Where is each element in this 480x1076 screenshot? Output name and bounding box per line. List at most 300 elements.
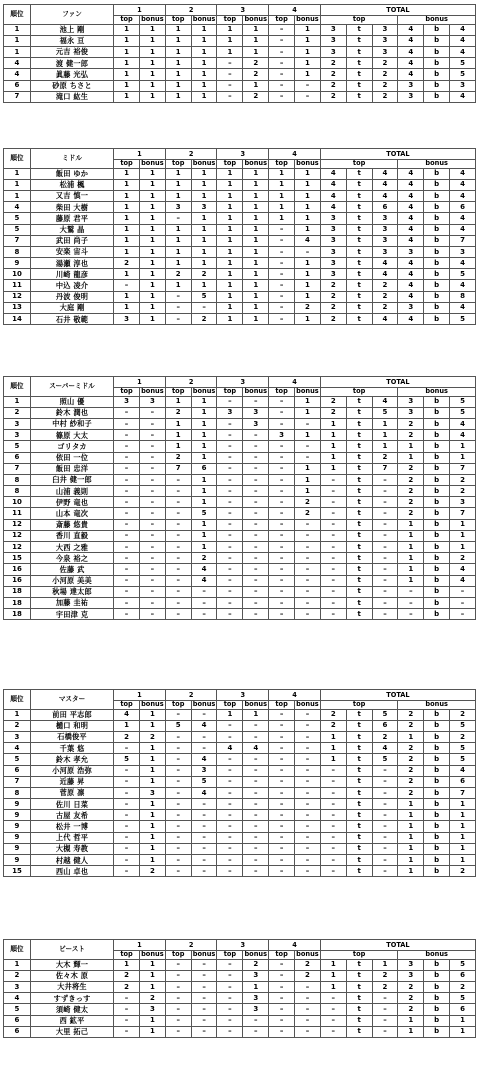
- score-cell: –: [217, 430, 243, 441]
- score-cell: –: [217, 754, 243, 765]
- total-cell: 3: [320, 35, 346, 46]
- total-cell: 1: [398, 452, 424, 463]
- score-cell: –: [269, 586, 295, 597]
- name-cell: 武田 尚子: [30, 235, 113, 246]
- score-cell: –: [269, 91, 295, 102]
- top-header: top: [217, 15, 243, 24]
- score-cell: –: [269, 269, 295, 280]
- total-cell: –: [320, 586, 346, 597]
- score-cell: 2: [295, 970, 321, 981]
- score-cell: –: [269, 35, 295, 46]
- top-header: top: [217, 950, 243, 959]
- total-cell: 4: [450, 564, 476, 575]
- total-cell: b: [424, 993, 450, 1004]
- score-cell: 1: [243, 235, 269, 246]
- total-cell: b: [424, 235, 450, 246]
- total-cell: 4: [450, 190, 476, 201]
- rank-cell: 1: [4, 24, 31, 35]
- total-cell: t: [346, 709, 372, 720]
- total-cell: 1: [372, 430, 398, 441]
- score-cell: –: [269, 810, 295, 821]
- total-cell: 4: [450, 302, 476, 313]
- total-cell: 1: [450, 530, 476, 541]
- name-cell: 小河原 美美: [30, 575, 113, 586]
- score-cell: –: [165, 799, 191, 810]
- score-cell: –: [139, 519, 165, 530]
- name-cell: 元吉 裕俊: [30, 46, 113, 57]
- score-cell: –: [165, 843, 191, 854]
- score-cell: 4: [243, 743, 269, 754]
- score-cell: –: [269, 235, 295, 246]
- total-cell: 1: [320, 754, 346, 765]
- total-cell: 2: [398, 508, 424, 519]
- total-cell: 4: [450, 24, 476, 35]
- score-cell: –: [243, 430, 269, 441]
- rank-cell: 9: [4, 843, 31, 854]
- score-cell: 3: [269, 430, 295, 441]
- rank-cell: 1: [4, 168, 31, 179]
- total-cell: –: [372, 1026, 398, 1037]
- score-cell: –: [114, 810, 140, 821]
- table-row: [4, 246, 476, 257]
- score-cell: –: [269, 497, 295, 508]
- total-cell: 5: [372, 754, 398, 765]
- score-cell: –: [295, 80, 321, 91]
- total-cell: 2: [372, 291, 398, 302]
- score-cell: –: [191, 866, 217, 877]
- score-cell: –: [165, 291, 191, 302]
- rank-cell: 5: [4, 224, 31, 235]
- total-cell: 2: [398, 418, 424, 429]
- score-cell: 1: [114, 246, 140, 257]
- score-cell: 1: [191, 280, 217, 291]
- score-cell: –: [269, 564, 295, 575]
- name-cell: 伊野 竜也: [30, 497, 113, 508]
- round-header: 4: [269, 377, 321, 388]
- score-cell: 1: [295, 69, 321, 80]
- rank-cell: 18: [4, 586, 31, 597]
- round-header: 2: [165, 690, 217, 701]
- total-cell: 2: [398, 497, 424, 508]
- total-cell: t: [346, 430, 372, 441]
- total-cell: 1: [320, 441, 346, 452]
- total-cell: 4: [372, 190, 398, 201]
- total-cell: 2: [398, 765, 424, 776]
- total-cell: 4: [398, 58, 424, 69]
- total-cell: b: [424, 970, 450, 981]
- total-cell: t: [346, 314, 372, 325]
- score-cell: –: [269, 291, 295, 302]
- total-cell: 5: [450, 959, 476, 970]
- score-cell: 1: [139, 959, 165, 970]
- score-cell: –: [269, 776, 295, 787]
- table-row: [4, 832, 476, 843]
- table-row: [4, 959, 476, 970]
- score-cell: 1: [191, 168, 217, 179]
- score-cell: 2: [139, 993, 165, 1004]
- score-cell: –: [165, 564, 191, 575]
- top-header: top: [269, 950, 295, 959]
- score-cell: 2: [243, 58, 269, 69]
- score-cell: –: [295, 1004, 321, 1015]
- rank-cell: 1: [4, 709, 31, 720]
- rank-cell: 14: [4, 314, 31, 325]
- score-cell: –: [165, 959, 191, 970]
- rank-cell: 6: [4, 452, 31, 463]
- total-cell: 5: [372, 407, 398, 418]
- total-cell: b: [424, 743, 450, 754]
- score-cell: –: [217, 959, 243, 970]
- score-cell: –: [295, 843, 321, 854]
- total-cell: b: [424, 1026, 450, 1037]
- score-cell: –: [269, 743, 295, 754]
- category-table: [3, 4, 476, 103]
- score-cell: 1: [139, 258, 165, 269]
- rank-cell: 4: [4, 58, 31, 69]
- total-cell: –: [320, 993, 346, 1004]
- round-header: 1: [114, 377, 166, 388]
- name-cell: 飯田 ゆか: [30, 168, 113, 179]
- score-cell: 1: [295, 258, 321, 269]
- total-cell: b: [424, 291, 450, 302]
- total-cell: 1: [398, 843, 424, 854]
- total-cell: 3: [372, 35, 398, 46]
- score-cell: –: [295, 564, 321, 575]
- total-cell: 2: [398, 1004, 424, 1015]
- total-cell: t: [346, 519, 372, 530]
- score-cell: 1: [191, 542, 217, 553]
- table-row: [4, 575, 476, 586]
- score-cell: 1: [139, 246, 165, 257]
- table-row: [4, 314, 476, 325]
- total-cell: –: [372, 486, 398, 497]
- score-cell: –: [269, 993, 295, 1004]
- name-cell: 石橋俊平: [30, 731, 113, 742]
- table-row: [4, 586, 476, 597]
- score-cell: 1: [165, 69, 191, 80]
- score-cell: –: [114, 486, 140, 497]
- table-row: [4, 1004, 476, 1015]
- score-cell: –: [295, 981, 321, 992]
- table-row: [4, 799, 476, 810]
- total-cell: b: [424, 609, 450, 620]
- top-header: top: [165, 700, 191, 709]
- total-cell: 2: [450, 474, 476, 485]
- total-cell: t: [346, 597, 372, 608]
- score-cell: –: [295, 855, 321, 866]
- score-cell: –: [295, 1026, 321, 1037]
- total-cell: 3: [398, 959, 424, 970]
- total-cell: –: [372, 776, 398, 787]
- total-cell: b: [424, 508, 450, 519]
- total-header: TOTAL: [320, 377, 475, 388]
- total-cell: 3: [398, 91, 424, 102]
- score-cell: –: [243, 497, 269, 508]
- total-cell: 4: [398, 46, 424, 57]
- top-header: top: [114, 159, 140, 168]
- total-cell: 4: [450, 430, 476, 441]
- total-cell: 3: [450, 497, 476, 508]
- score-cell: –: [295, 709, 321, 720]
- table-row: [4, 553, 476, 564]
- total-cell: 2: [372, 91, 398, 102]
- total-cell: 4: [398, 269, 424, 280]
- rank-cell: 7: [4, 235, 31, 246]
- score-cell: 1: [295, 407, 321, 418]
- score-cell: –: [295, 91, 321, 102]
- total-cell: b: [424, 564, 450, 575]
- rank-header: 順位: [4, 149, 31, 169]
- score-cell: –: [243, 776, 269, 787]
- total-cell: 4: [450, 35, 476, 46]
- score-cell: –: [191, 1015, 217, 1026]
- score-cell: –: [217, 396, 243, 407]
- table-row: [4, 597, 476, 608]
- total-cell: b: [424, 269, 450, 280]
- score-cell: 1: [295, 24, 321, 35]
- score-cell: –: [165, 993, 191, 1004]
- score-cell: 1: [114, 269, 140, 280]
- total-cell: 2: [450, 981, 476, 992]
- total-cell: 1: [398, 519, 424, 530]
- score-cell: 1: [191, 452, 217, 463]
- score-cell: –: [139, 407, 165, 418]
- score-cell: –: [217, 474, 243, 485]
- name-cell: 中込 凌介: [30, 280, 113, 291]
- score-cell: –: [295, 776, 321, 787]
- total-cell: –: [372, 575, 398, 586]
- round-header: 2: [165, 377, 217, 388]
- name-cell: 村越 健人: [30, 855, 113, 866]
- rank-cell: 6: [4, 1015, 31, 1026]
- total-cell: t: [346, 743, 372, 754]
- table-row: [4, 743, 476, 754]
- table-row: [4, 787, 476, 798]
- total-cell: 4: [398, 213, 424, 224]
- score-cell: –: [295, 441, 321, 452]
- name-cell: 菅原 凛: [30, 787, 113, 798]
- category-table: [3, 689, 476, 877]
- score-cell: –: [114, 463, 140, 474]
- table-row: [4, 291, 476, 302]
- score-cell: –: [217, 441, 243, 452]
- total-cell: b: [424, 855, 450, 866]
- score-cell: 1: [269, 213, 295, 224]
- total-cell: t: [346, 497, 372, 508]
- score-cell: –: [114, 519, 140, 530]
- score-cell: –: [165, 1015, 191, 1026]
- score-cell: –: [217, 609, 243, 620]
- score-cell: –: [217, 731, 243, 742]
- name-cell: 山浦 義則: [30, 486, 113, 497]
- total-cell: 5: [450, 58, 476, 69]
- score-cell: –: [165, 474, 191, 485]
- total-cell: –: [320, 1004, 346, 1015]
- round-header: 2: [165, 940, 217, 951]
- score-cell: 4: [191, 787, 217, 798]
- name-cell: 樋口 和明: [30, 720, 113, 731]
- bonus-header: bonus: [141, 700, 164, 709]
- total-cell: t: [346, 58, 372, 69]
- score-cell: –: [295, 821, 321, 832]
- score-cell: –: [191, 810, 217, 821]
- score-cell: 1: [114, 91, 140, 102]
- name-cell: 依田 一位: [30, 452, 113, 463]
- total-cell: 4: [398, 314, 424, 325]
- score-cell: 1: [139, 24, 165, 35]
- score-cell: –: [295, 810, 321, 821]
- score-cell: 1: [191, 258, 217, 269]
- score-cell: –: [165, 597, 191, 608]
- score-cell: –: [114, 497, 140, 508]
- score-cell: 1: [114, 190, 140, 201]
- table-row: [4, 302, 476, 313]
- total-cell: b: [424, 832, 450, 843]
- total-cell: –: [450, 597, 476, 608]
- score-cell: 2: [191, 314, 217, 325]
- score-cell: 1: [139, 35, 165, 46]
- score-cell: –: [114, 832, 140, 843]
- score-cell: –: [243, 787, 269, 798]
- score-cell: –: [217, 486, 243, 497]
- round-header: 3: [217, 149, 269, 160]
- score-cell: 1: [217, 235, 243, 246]
- total-cell: –: [320, 553, 346, 564]
- round-header: 3: [217, 377, 269, 388]
- score-cell: –: [165, 530, 191, 541]
- score-cell: –: [191, 302, 217, 313]
- score-cell: 1: [139, 314, 165, 325]
- score-cell: –: [217, 418, 243, 429]
- total-cell: t: [346, 866, 372, 877]
- total-cell: 3: [320, 46, 346, 57]
- total-cell: 1: [320, 430, 346, 441]
- rank-cell: 9: [4, 810, 31, 821]
- score-cell: 1: [139, 46, 165, 57]
- rank-cell: 11: [4, 280, 31, 291]
- score-cell: –: [217, 586, 243, 597]
- score-cell: –: [243, 754, 269, 765]
- score-cell: 1: [295, 58, 321, 69]
- total-cell: b: [424, 486, 450, 497]
- name-cell: 前田 平志郎: [30, 709, 113, 720]
- rank-cell: 7: [4, 463, 31, 474]
- score-cell: 1: [114, 959, 140, 970]
- total-cell: t: [346, 69, 372, 80]
- total-cell: 1: [320, 981, 346, 992]
- total-cell: 4: [450, 258, 476, 269]
- bonus-header: bonus: [192, 159, 216, 168]
- score-cell: –: [269, 452, 295, 463]
- score-cell: 1: [217, 168, 243, 179]
- total-cell: b: [424, 519, 450, 530]
- score-cell: –: [243, 530, 269, 541]
- total-cell: 4: [450, 91, 476, 102]
- total-cell: 1: [372, 418, 398, 429]
- score-cell: 6: [191, 463, 217, 474]
- total-cell: 3: [372, 235, 398, 246]
- score-cell: –: [243, 508, 269, 519]
- total-cell: 4: [398, 35, 424, 46]
- name-cell: 斎藤 悠貴: [30, 519, 113, 530]
- round-header: 2: [165, 149, 217, 160]
- total-cell: 4: [450, 418, 476, 429]
- score-cell: –: [269, 58, 295, 69]
- rank-cell: 12: [4, 530, 31, 541]
- score-cell: 1: [243, 269, 269, 280]
- score-cell: 1: [269, 202, 295, 213]
- name-cell: 大鷲 晶: [30, 224, 113, 235]
- bonus-header: bonus: [244, 700, 268, 709]
- total-cell: t: [346, 959, 372, 970]
- name-cell: 上代 哲平: [30, 832, 113, 843]
- top-header: top: [165, 387, 191, 396]
- score-cell: –: [217, 993, 243, 1004]
- rank-header: 順位: [4, 5, 31, 25]
- total-cell: –: [372, 765, 398, 776]
- score-cell: –: [269, 80, 295, 91]
- total-cell: 4: [450, 224, 476, 235]
- score-cell: –: [269, 542, 295, 553]
- score-cell: –: [217, 810, 243, 821]
- score-cell: 1: [139, 1026, 165, 1037]
- score-cell: –: [243, 609, 269, 620]
- score-cell: –: [114, 280, 140, 291]
- total-cell: b: [424, 430, 450, 441]
- name-cell: 近藤 昇: [30, 776, 113, 787]
- total-cell: 2: [372, 970, 398, 981]
- total-cell: –: [320, 519, 346, 530]
- score-cell: –: [114, 575, 140, 586]
- total-cell: 3: [398, 396, 424, 407]
- score-cell: 1: [243, 24, 269, 35]
- bonus-header: bonus: [244, 950, 268, 959]
- total-cell: –: [372, 542, 398, 553]
- score-cell: –: [243, 1015, 269, 1026]
- total-cell: –: [372, 564, 398, 575]
- rank-cell: 5: [4, 213, 31, 224]
- name-cell: 宇田津 克: [30, 609, 113, 620]
- total-cell: –: [320, 542, 346, 553]
- name-cell: 佐藤 武: [30, 564, 113, 575]
- round-header: 3: [217, 940, 269, 951]
- score-cell: 1: [191, 235, 217, 246]
- score-cell: –: [217, 508, 243, 519]
- score-cell: 1: [243, 246, 269, 257]
- score-cell: 2: [295, 508, 321, 519]
- score-cell: –: [165, 981, 191, 992]
- score-cell: –: [165, 754, 191, 765]
- total-top-header: top: [320, 159, 398, 168]
- score-cell: –: [139, 497, 165, 508]
- total-cell: 2: [398, 754, 424, 765]
- score-cell: –: [217, 575, 243, 586]
- score-cell: –: [269, 24, 295, 35]
- score-cell: –: [269, 302, 295, 313]
- score-cell: 1: [114, 179, 140, 190]
- category-table: [3, 939, 476, 1038]
- total-cell: b: [424, 553, 450, 564]
- score-cell: –: [165, 586, 191, 597]
- score-cell: 4: [217, 743, 243, 754]
- rank-cell: 3: [4, 981, 31, 992]
- total-cell: b: [424, 1015, 450, 1026]
- score-cell: –: [114, 821, 140, 832]
- total-cell: 3: [372, 46, 398, 57]
- rank-cell: 2: [4, 720, 31, 731]
- total-cell: t: [346, 609, 372, 620]
- score-cell: 1: [165, 396, 191, 407]
